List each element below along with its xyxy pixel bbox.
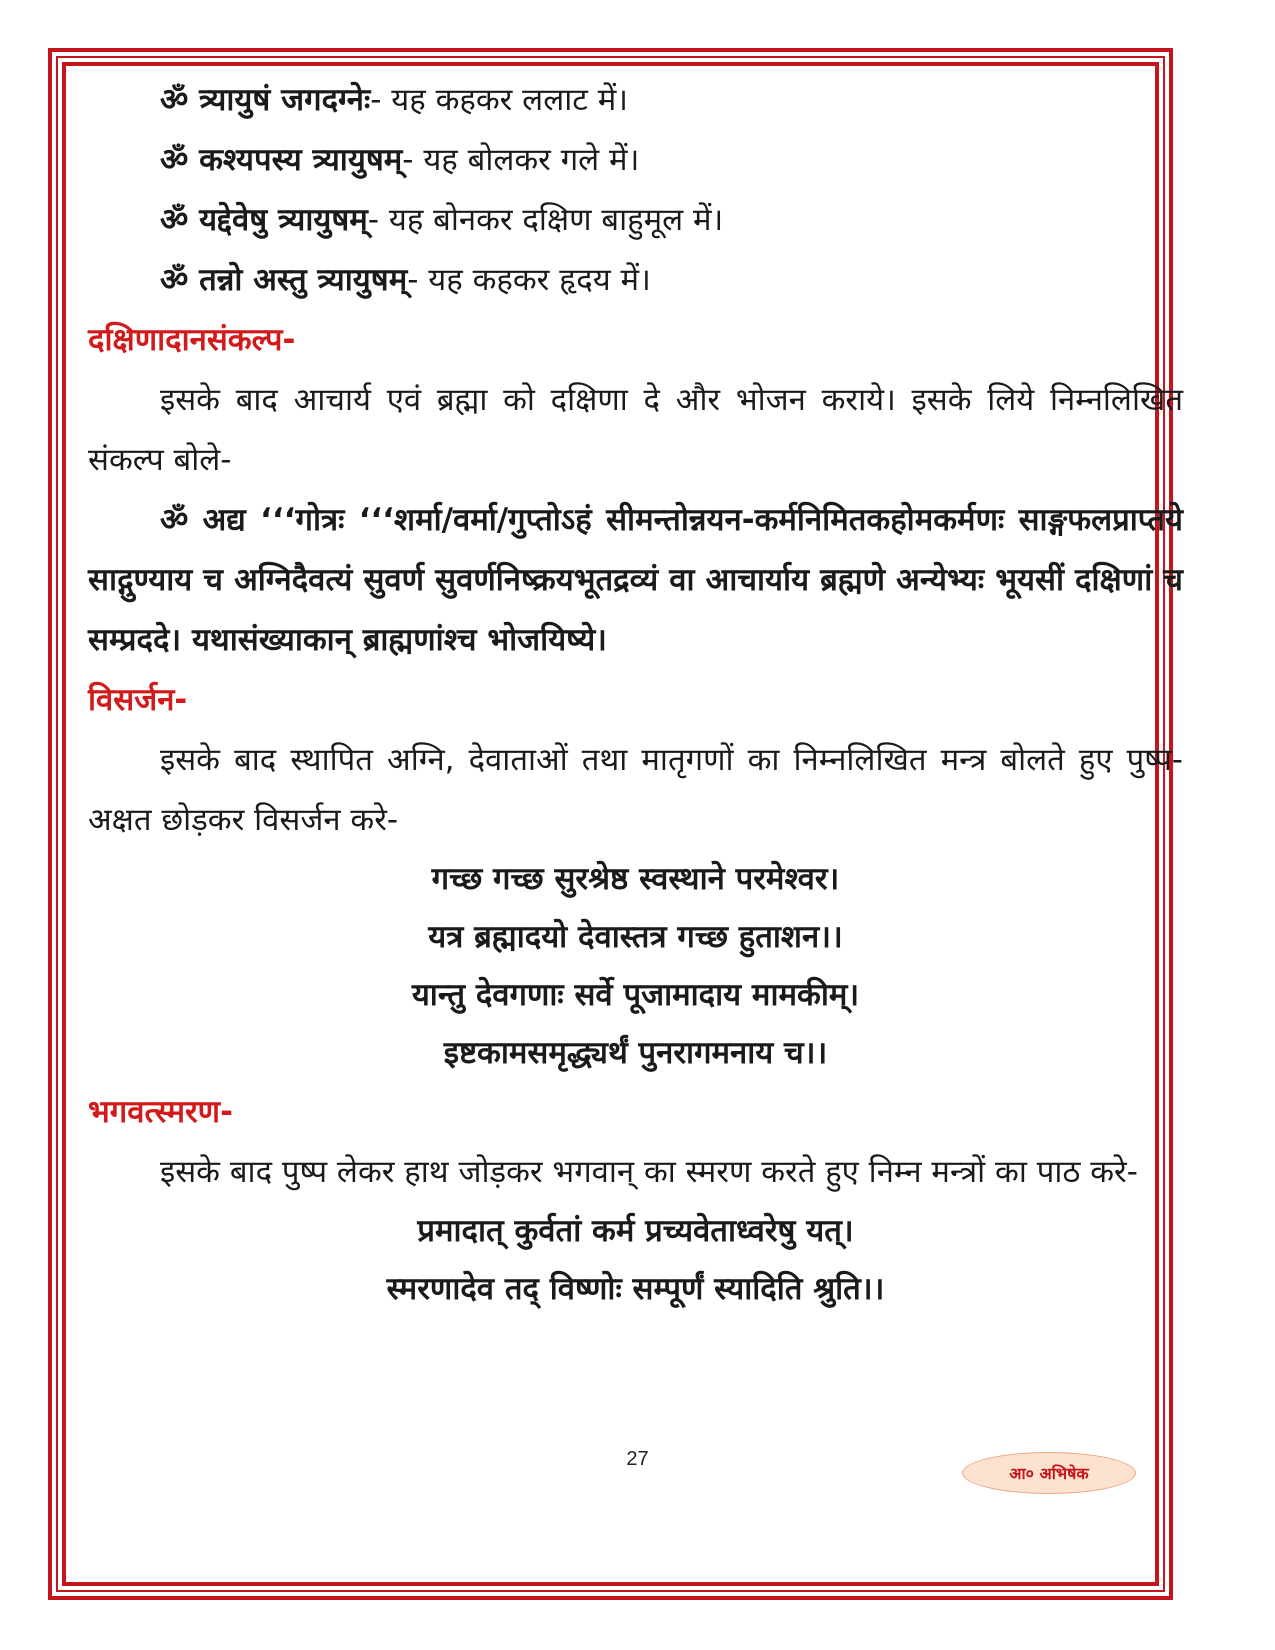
instruction-text: - यह बोनकर दक्षिण बाहुमूल में। — [367, 202, 724, 238]
verse-line: गच्छ गच्छ सुरश्रेष्ठ स्वस्थाने परमेश्वर। — [431, 861, 840, 897]
visarjan-intro-paragraph: इसके बाद स्थापित अग्नि, देवाताओं तथा मातृगणों का निम्नलिखित मन्त्र बोलते हुए पुष्प-अक्षत छोड़कर विसर्जन करे- — [88, 742, 1183, 838]
dakshina-sankalpa-paragraph: ॐ अद्य ‘‘‘गोत्रः ‘‘‘शर्मा/वर्मा/गुप्तोऽहं सीमन्तोन्नयन-कर्मनिमितकहोमकर्मणः साङ्गफलप्राप्तये साद्गुण्याय च अग्निदैवत्यं सुवर्ण सुवर्णनिष्क्रयभूतद्रव्यं वा आचार्याय ब्रह्मणे अन्येभ्यः भूयसीं दक्षिणां च सम्प्रददे। यथासंख्याकान् ब्राह्मणांश्च भोजयिष्ये। — [88, 502, 1183, 658]
mantra-text: ॐ त्र्यायुषं जगदग्नेः — [160, 82, 371, 118]
section-heading-smaran: भगवत्स्मरण- — [88, 1094, 233, 1130]
mantra-line — [88, 70, 1183, 130]
mantra-line — [88, 250, 1183, 310]
page-number: 27 — [626, 1448, 649, 1470]
page-content — [88, 70, 1183, 1318]
verse-line: स्मरणादेव तद् विष्णोः सम्पूर्णं स्यादिति श्रुति।। — [386, 1271, 885, 1307]
verse-line: यत्र ब्रह्मादयो देवास्तत्र गच्छ हुताशन।। — [428, 919, 843, 955]
mantra-text: ॐ तन्नो अस्तु त्र्यायुषम् — [160, 262, 408, 298]
author-badge: आ० अभिषेक — [962, 1452, 1136, 1494]
dakshina-intro-paragraph: इसके बाद आचार्य एवं ब्रह्मा को दक्षिणा दे और भोजन कराये। इसके लिये निम्नलिखित संकल्प बोले- — [88, 382, 1183, 478]
section-heading-dakshina: दक्षिणादानसंकल्प- — [88, 322, 296, 358]
instruction-text: - यह कहकर ललाट में। — [370, 82, 629, 118]
mantra-text: ॐ यद्देवेषु त्र्यायुषम् — [160, 202, 368, 238]
mantra-text: ॐ कश्यपस्य त्र्यायुषम् — [160, 142, 403, 178]
smaran-intro-paragraph: इसके बाद पुष्प लेकर हाथ जोड़कर भगवान् का स्मरण करते हुए निम्न मन्त्रों का पाठ करे- — [160, 1154, 1138, 1190]
verse-line: यान्तु देवगणाः सर्वे पूजामादाय मामकीम्। — [411, 977, 860, 1013]
verse-line: प्रमादात् कुर्वतां कर्म प्रच्यवेताध्वरेषु यत्। — [417, 1213, 854, 1249]
mantra-line — [88, 190, 1183, 250]
verse-line: इष्टकामसमृद्ध्यर्थं पुनरागमनाय च।। — [443, 1035, 828, 1071]
instruction-text: - यह कहकर हृदय में। — [407, 262, 651, 298]
mantra-line — [88, 130, 1183, 190]
section-heading-visarjan: विसर्जन- — [88, 682, 188, 718]
instruction-text: - यह बोलकर गले में। — [402, 142, 640, 178]
